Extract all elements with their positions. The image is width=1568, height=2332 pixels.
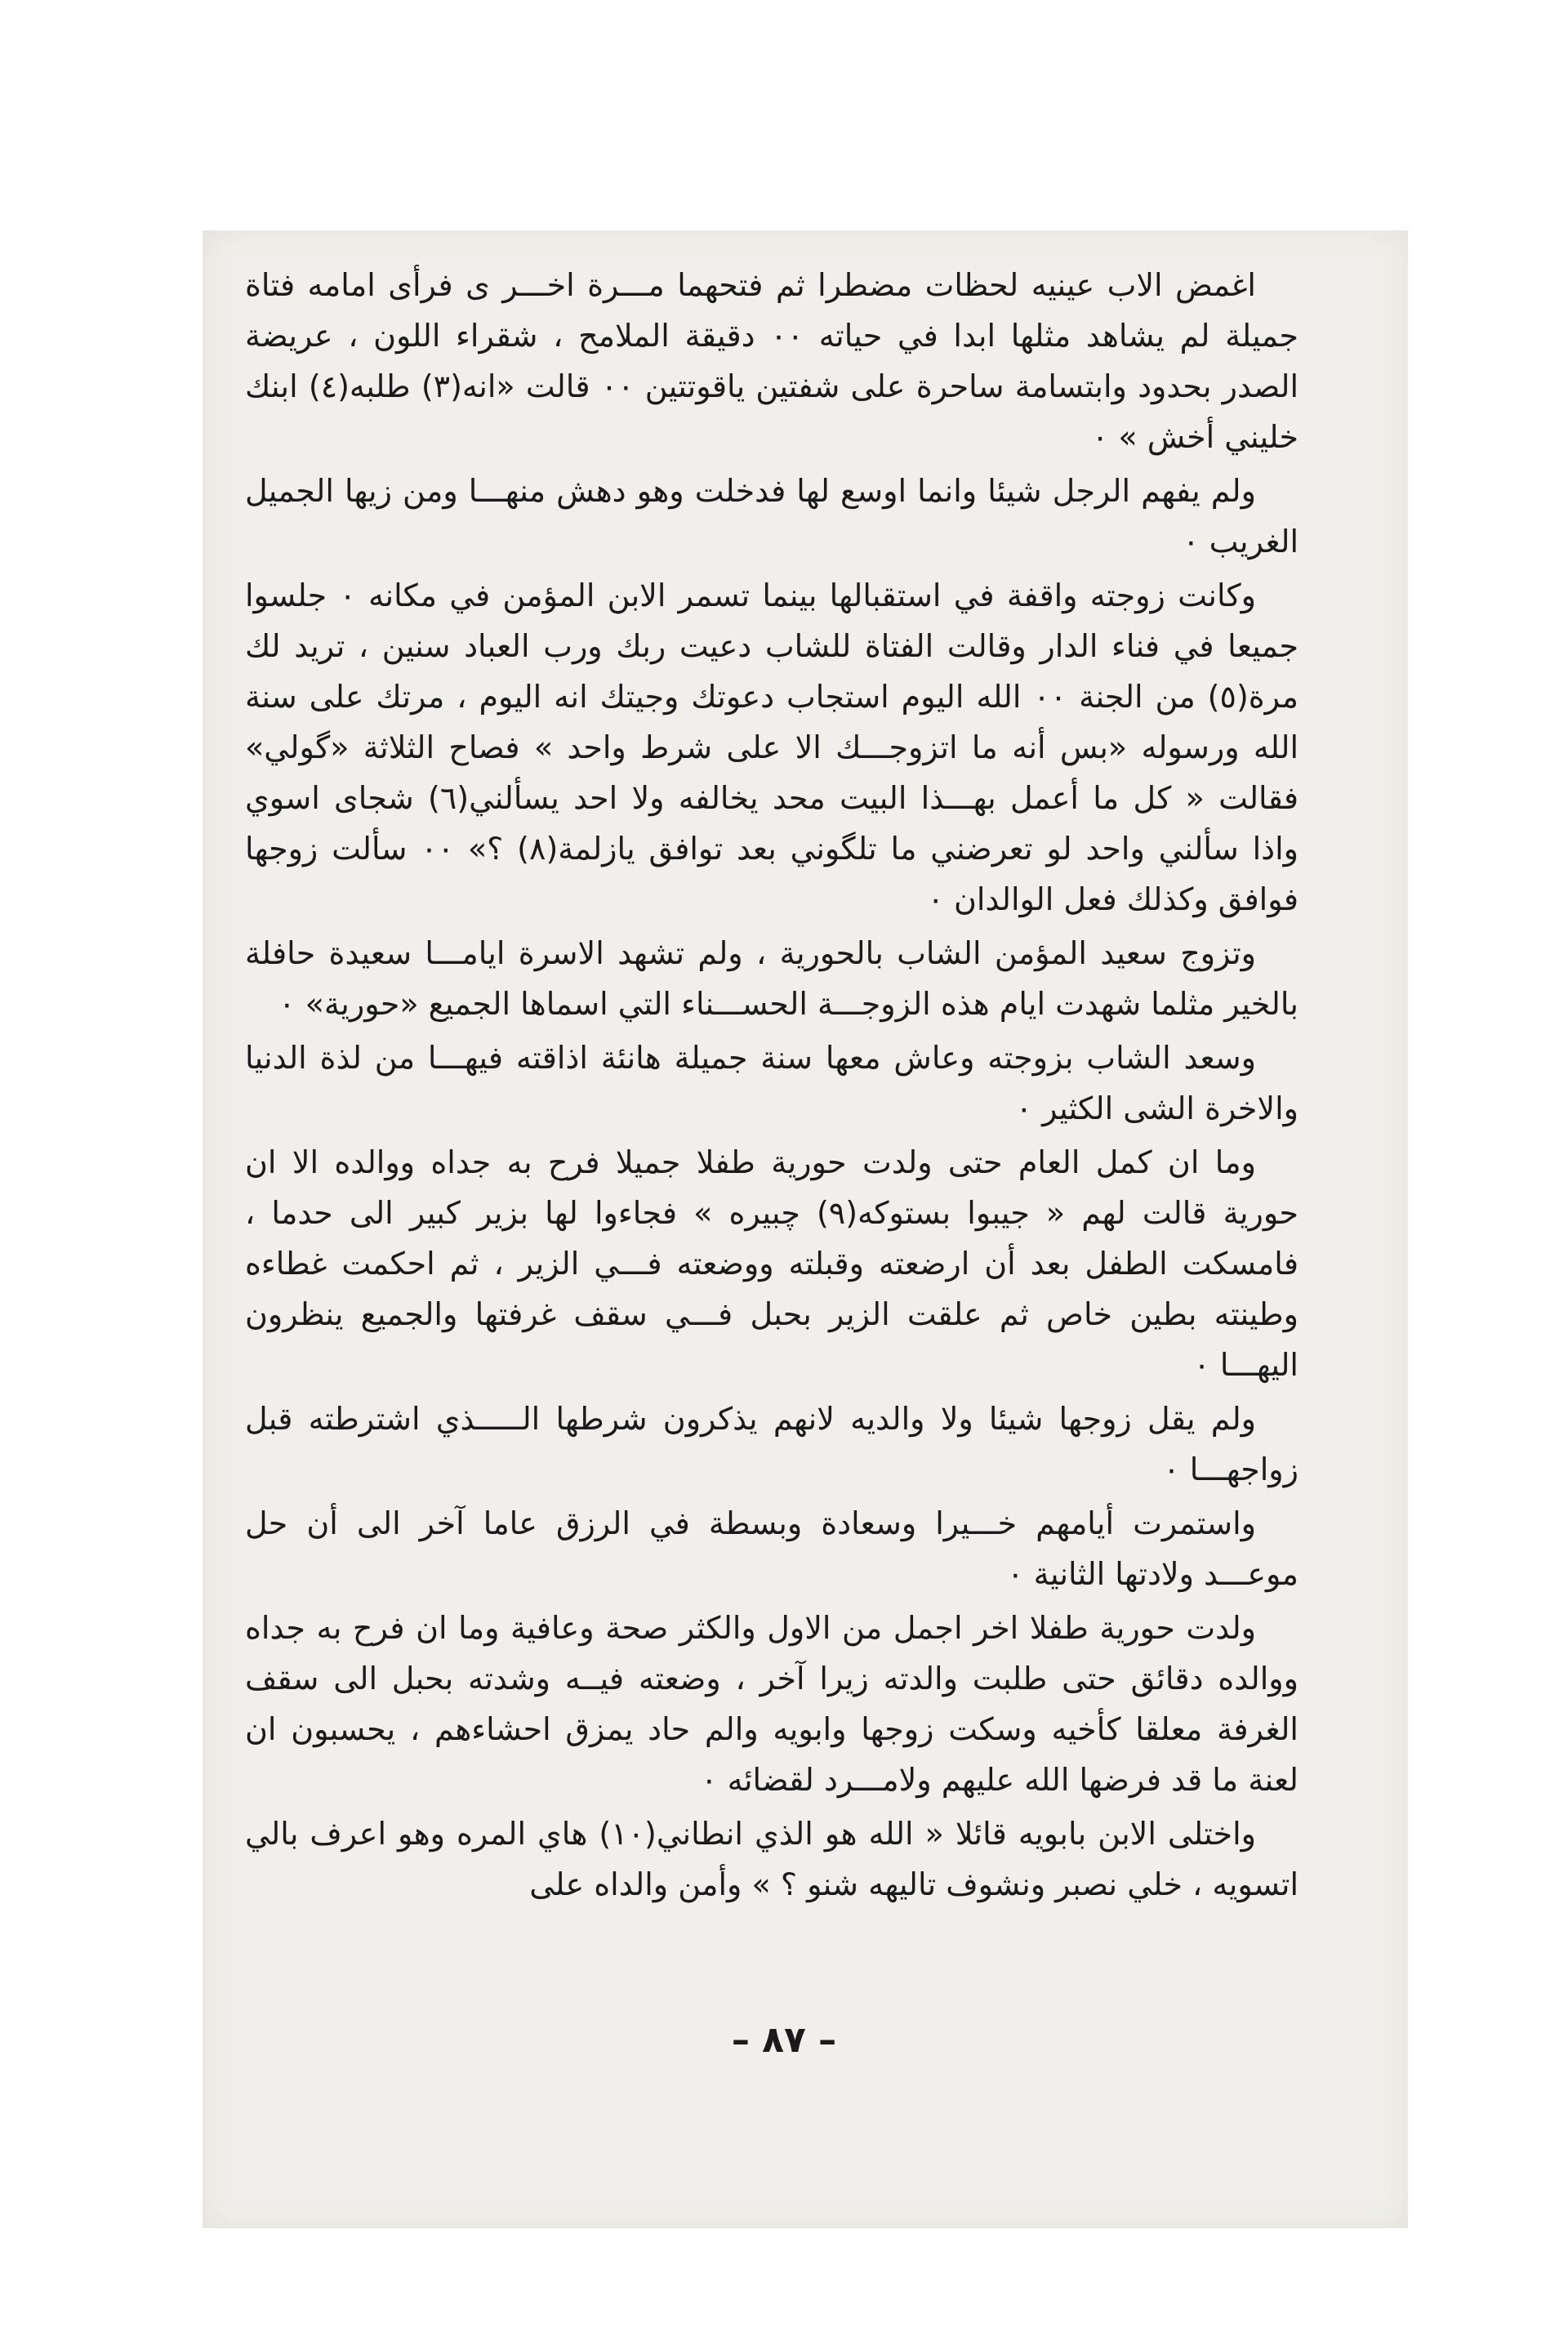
paragraph: اغمض الاب عينيه لحظات مضطرا ثم فتحهما مـــرة اخـــر ى فرأى امامه فتاة جميلة لم يشاهد مثلها ابدا في حياته ٠٠ دقيقة الملامح ، شقراء اللون ، عريضة الصدر بحدود وابتسامة ساحرة على شفتين ياقوتتين ٠٠ قالت «انه(٣) طلبه(٤) ابنك خليني أخش » ٠	[245, 267, 1299, 455]
paragraph: واختلى الابن بابويه قائلا « الله هو الذي انطاني(١٠) هاي المره وهو اعرف بالي اتسويه ، خلي نصبر ونشوف تاليهه شنو ؟ » وأمن والداه على	[245, 1816, 1298, 1902]
paragraph: ولدت حورية طفلا اخر اجمل من الاول والكثر صحة وعافية وما ان فرح به جداه ووالده دقائق حتى طلبت والدته زيرا آخر ، وضعته فيــه وشدته بحبل الى سقف الغرفة معلقا كأخيه وسكت زوجها وابويه والم حاد يمزق احشاءهم ، يحسبون ان لعنة ما قد فرضها الله عليهم ولامـــرد لقضائه ٠	[245, 1610, 1298, 1798]
paragraph: واستمرت أيامهم خـــيرا وسعادة وبسطة في الرزق عاما آخر الى أن حل موعـــد ولادتها الثانية ٠	[245, 1505, 1298, 1592]
paragraph: ولم يقل زوجها شيئا ولا والديه لانهم يذكرون شرطها الـــــذي اشترطته قبل زواجهـــا ٠	[245, 1401, 1298, 1487]
paragraph: ولم يفهم الرجل شيئا وانما اوسع لها فدخلت وهو دهش منهـــا ومن زيها الجميل الغريب ٠	[245, 473, 1298, 560]
body-text	[245, 260, 1298, 1913]
page-number: – ٨٧ –	[731, 2019, 837, 2061]
paragraph: وسعد الشاب بزوجته وعاش معها سنة جميلة هانئة اذاقته فيهـــا من لذة الدنيا والاخرة الشى الكثير ٠	[245, 1040, 1298, 1126]
paragraph: وكانت زوجته واقفة في استقبالها بينما تسمر الابن المؤمن في مكانه ٠ جلسوا جميعا في فناء الدار وقالت الفتاة للشاب دعيت ربك ورب العباد سنين ، تريد لك مرة(٥) من الجنة ٠٠ الله اليوم استجاب دعوتك وجيتك انه اليوم ، مرتك على سنة الله ورسوله «بس أنه ما اتزوجـــك الا على شرط واحد » فصاح الثلاثة «گولي» فقالت « كل ما أعمل بهـــذا البيت محد يخالفه ولا احد يسألني(٦) شجاى اسوي واذا سألني واحد لو تعرضني ما تلگوني بعد توافق يازلمة(٨) ؟» ٠٠ سألت زوجها فوافق وكذلك فعل الوالدان ٠	[245, 577, 1298, 917]
paragraph: وتزوج سعيد المؤمن الشاب بالحورية ، ولم تشهد الاسرة ايامـــا سعيدة حافلة بالخير مثلما شهدت ايام هذه الزوجـــة الحســـناء التي اسماها الجميع «حورية» ٠	[245, 935, 1298, 1022]
paragraph: وما ان كمل العام حتى ولدت حورية طفلا جميلا فرح به جداه ووالده الا ان حورية قالت لهم « جيبوا بستوكه(٩) چبيره » فجاءوا لها بزير كبير الى حدما ، فامسكت الطفل بعد أن ارضعته وقبلته ووضعته فـــي الزير ، ثم احكمت غطاءه وطينته بطين خاص ثم علقت الزير بحبل فـــي سقف غرفتها والجميع ينظرون اليهـــا ٠	[245, 1144, 1299, 1383]
